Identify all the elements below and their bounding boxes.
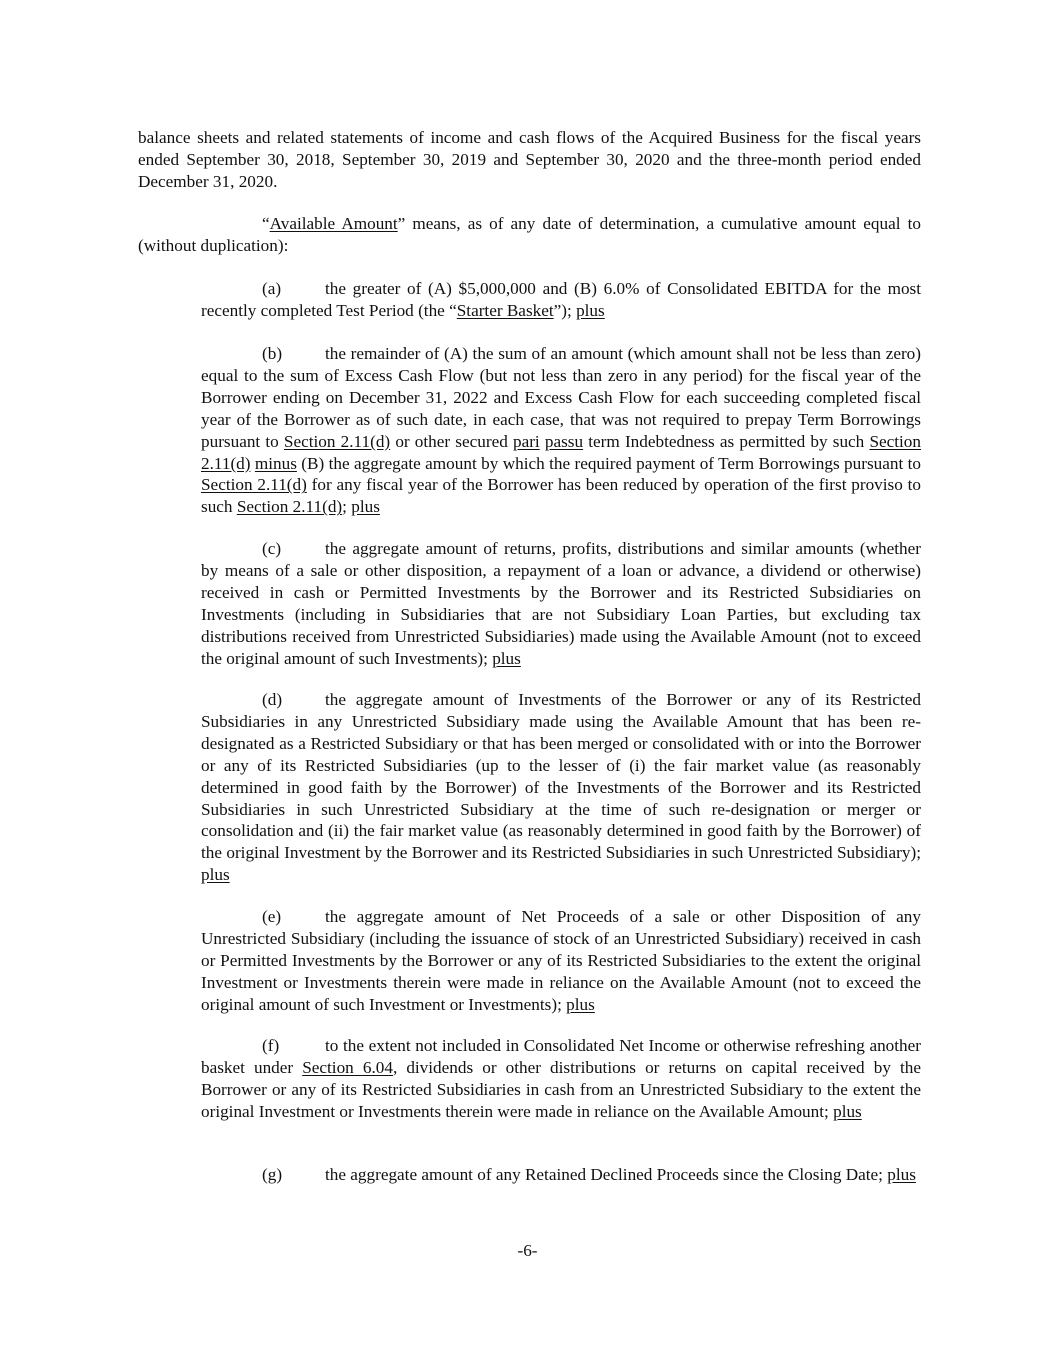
section-reference: Section 2.11(d): [201, 475, 307, 495]
clause-label: (f): [262, 1036, 280, 1055]
clause-f: (f) to the extent not included in Consolidated Net Income or otherwise refreshing another basket under Section 6.04, dividends or other distributions or returns on capital received by the Borrower or any of its Restricted Subsidiaries in cash from an Unrestricted Subsidiary to the extent the original Investment or Investments therein were made in reliance on the Available Amount; plus: [201, 1036, 921, 1121]
section-reference: Section 2.11(d): [236, 497, 343, 517]
section-reference: Section 2.11(d): [201, 431, 921, 473]
intro-paragraph: balance sheets and related statements of income and cash flows of the Acquired Business for the fiscal years ended September 30, 2018, September 30, 2019 and September 30, 2020 and the three-month period ended December 31, 2020.: [138, 128, 921, 191]
clause-e: (e) the aggregate amount of Net Proceeds of a sale or other Disposition of any Unrestricted Subsidiary (including the issuance of stock of an Unrestricted Subsidiary) received in cash or Permitted Investments by the Borrower or any of its Restricted Subsidiaries to the extent the original Investment or Investments therein were made in reliance on the Available Amount (not to exceed the original amount of such Investment or Investments); plus: [201, 907, 921, 1014]
clause-label: (b): [262, 344, 283, 363]
connector-plus: plus: [566, 994, 595, 1014]
section-reference: Section 2.11(d): [283, 431, 391, 451]
clause-a: (a) the greater of (A) $5,000,000 and (B) 6.0% of Consolidated EBITDA for the most recently completed Test Period (the “Starter Basket”); plus: [201, 279, 921, 320]
latin-term: passu: [544, 431, 584, 451]
clause-c: (c) the aggregate amount of returns, profits, distributions and similar amounts (whether by means of a sale or other disposition, a repayment of a loan or advance, a dividend or otherwise) received in cash or Permitted Investments by the Borrower and its Restricted Subsidiaries on Investments (including in Subsidiaries that are not Subsidiary Loan Parties, but excluding tax distributions received from Unrestricted Subsidiaries) made using the Available Amount (not to exceed the original amount of such Investments); plus: [201, 539, 921, 668]
connector-plus: plus: [576, 300, 605, 320]
connector-plus: plus: [887, 1165, 916, 1184]
clause-label: (d): [262, 690, 283, 709]
connector-plus: plus: [201, 865, 230, 885]
clause-label: (a): [262, 279, 282, 298]
clause-label: (g): [262, 1165, 283, 1184]
page-number: -6-: [517, 1241, 538, 1260]
definition-available-amount: “Available Amount” means, as of any date of determination, a cumulative amount equal to (without duplication):: [138, 214, 921, 255]
clause-g: (g) the aggregate amount of any Retained Declined Proceeds since the Closing Date; plus: [262, 1165, 916, 1184]
connector-plus: plus: [833, 1101, 862, 1121]
clause-label: (e): [262, 907, 282, 926]
clause-label: (c): [262, 539, 282, 558]
clause-d: (d) the aggregate amount of Investments of the Borrower or any of its Restricted Subsidiaries in any Unrestricted Subsidiary made using the Available Amount that has been re-designated as a Restricted Subsidiary or that has been merged or consolidated with or into the Borrower or any of its Restricted Subsidiaries (up to the lesser of (i) the fair market value (as reasonably determined in good faith by the Borrower) of the Investments of the Borrower and its Restricted Subsidiaries in such Unrestricted Subsidiary at the time of such re-designation or merger or consolidation and (ii) the fair market value (as reasonably determined in good faith by the Borrower) of the original Investment by the Borrower and its Restricted Subsidiaries in such Unrestricted Subsidiary); plus: [201, 690, 921, 885]
defined-term: Starter Basket: [456, 300, 554, 320]
clause-b: (b) the remainder of (A) the sum of an amount (which amount shall not be less than zero) equal to the sum of Excess Cash Flow (but not less than zero in any period) for the fiscal year of the Borrower ending on December 31, 2022 and Excess Cash Flow for each succeeding completed fiscal year of the Borrower as of such date, in each case, that was not required to prepay Term Borrowings pursuant to Section 2.11(d) or other secured pari passu term Indebtedness as permitted by such Section 2.11(d) minus (B) the aggregate amount by which the required payment of Term Borrowings pursuant to Section 2.11(d) for any fiscal year of the Borrower has been reduced by operation of the first proviso to such Section 2.11(d); plus: [201, 344, 921, 517]
connector-plus: plus: [492, 648, 521, 668]
section-reference: Section 6.04: [302, 1057, 393, 1077]
connector-plus: plus: [351, 497, 380, 517]
defined-term: Available Amount: [269, 214, 398, 233]
latin-term: pari: [512, 431, 540, 451]
connector-minus: minus: [254, 453, 297, 473]
